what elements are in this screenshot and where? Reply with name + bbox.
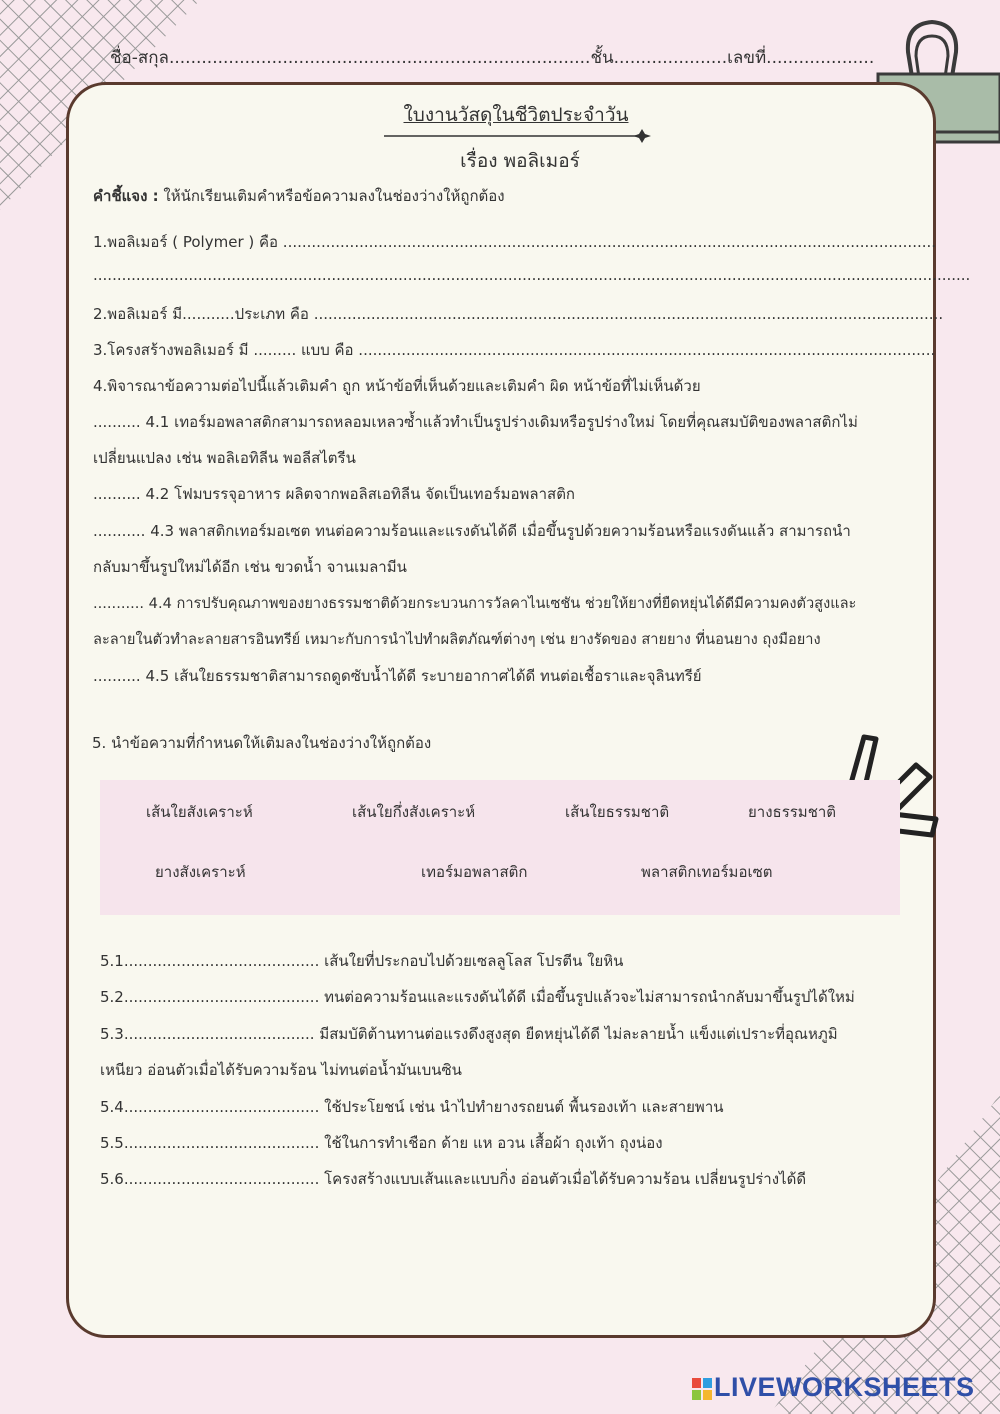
instruction-line — [93, 184, 505, 208]
title-divider — [384, 128, 654, 144]
word-bank-option[interactable]: ยางธรรมชาติ — [748, 803, 837, 821]
fill-5-6[interactable]: 5.6......................................... โครงสร้างแบบเส้นและแบบกิ่ง อ่อนตัวเมื่อได้รับความร้อน เปลี่ยนรูปร่างได้ดี — [100, 1170, 807, 1188]
fill-5-4[interactable]: 5.4......................................... ใช้ประโยชน์ เช่น นำไปทำยางรถยนต์ พื้นรองเท้า และสายพาน — [100, 1098, 724, 1116]
question-4-3[interactable]: ........... 4.3 พลาสติกเทอร์มอเซต ทนต่อความร้อนและแรงดันได้ดี เมื่อขึ้นรูปด้วยความร้อนหรือแรงดันแล้ว สามารถนำ — [93, 522, 851, 540]
question-2[interactable]: 2.พอลิเมอร์ มี...........ประเภท คือ .................................................................................................................................... — [93, 305, 944, 323]
word-bank-option[interactable]: ยางสังเคราะห์ — [155, 863, 246, 881]
fill-5-5[interactable]: 5.5......................................... ใช้ในการทำเชือก ด้าย แห อวน เสื้อผ้า ถุงเท้า ถุงน่อง — [100, 1134, 663, 1152]
question-4-1-cont: เปลี่ยนแปลง เช่น พอลิเอทิลีน พอลีสไตรีน — [93, 449, 356, 467]
word-bank-option[interactable]: เส้นใยกึ่งสังเคราะห์ — [352, 803, 476, 821]
fill-5-1[interactable]: 5.1......................................... เส้นใยที่ประกอบไปด้วยเซลลูโลส โปรตีน ใยหิน — [100, 952, 624, 970]
fill-5-3[interactable]: 5.3........................................ มีสมบัติต้านทานต่อแรงดึงสูงสุด ยืดหยุ่นได้ดี ไม่ละลายน้ำ แข็งแต่เปราะที่อุณหภูมิ — [100, 1025, 838, 1043]
worksheet-title: ใบงานวัสดุในชีวิตประจำวัน — [403, 104, 629, 126]
question-5-heading: 5. นำข้อความที่กำหนดให้เติมลงในช่องว่างให้ถูกต้อง — [92, 734, 432, 752]
word-bank-option[interactable]: เทอร์มอพลาสติก — [421, 863, 528, 881]
question-4-heading: 4.พิจารณาข้อความต่อไปนี้แล้วเติมคำ ถูก หน้าข้อที่เห็นด้วยและเติมคำ ผิด หน้าข้อที่ไม่เห็นด้วย — [93, 377, 701, 395]
question-4-4[interactable]: ........... 4.4 การปรับคุณภาพของยางธรรมชาติด้วยกระบวนการวัลคาไนเซชัน ช่วยให้ยางที่ยืดหยุ่นได้ดีมีความคงตัวสูงและ — [93, 595, 857, 612]
instruction-label: คำชี้แจง : — [93, 187, 159, 205]
question-3[interactable]: 3.โครงสร้างพอลิเมอร์ มี ......... แบบ คือ ......................................................................................................................... — [93, 341, 936, 359]
word-bank-option[interactable]: เส้นใยสังเคราะห์ — [146, 803, 253, 821]
worksheet-subtitle: เรื่อง พอลิเมอร์ — [460, 150, 580, 172]
liveworksheets-logo-icon — [692, 1378, 712, 1400]
instruction-text: ให้นักเรียนเติมคำหรือข้อความลงในช่องว่างให้ถูกต้อง — [158, 187, 505, 205]
question-1-blank[interactable]: ........................................................................................................................................................................................ — [93, 266, 971, 284]
liveworksheets-logo: LIVEWORKSHEETS — [714, 1372, 975, 1402]
question-4-4-cont: ละลายในตัวทำละลายสารอินทรีย์ เหมาะกับการนำไปทำผลิตภัณฑ์ต่างๆ เช่น ยางรัดของ สายยาง ที่นอนยาง ถุงมือยาง — [93, 631, 821, 648]
name-class-number-line: ชื่อ-สกุล..............................................................................ชั้น.....................เลขที่.................... — [110, 48, 875, 68]
fill-5-2[interactable]: 5.2......................................... ทนต่อความร้อนและแรงดันได้ดี เมื่อขึ้นรูปแล้วจะไม่สามารถนำกลับมาขึ้นรูปได้ใหม่ — [100, 988, 855, 1006]
question-4-5[interactable]: .......... 4.5 เส้นใยธรรมชาติสามารถดูดซับน้ำได้ดี ระบายอากาศได้ดี ทนต่อเชื้อราและจุลินทรีย์ — [93, 667, 702, 685]
question-4-2[interactable]: .......... 4.2 โฟมบรรจุอาหาร ผลิตจากพอลิสเอทิลีน จัดเป็นเทอร์มอพลาสติก — [93, 485, 576, 503]
word-bank-option[interactable]: พลาสติกเทอร์มอเซต — [641, 863, 773, 881]
fill-5-3-cont: เหนียว อ่อนตัวเมื่อได้รับความร้อน ไม่ทนต่อน้ำมันเบนซิน — [100, 1061, 462, 1079]
question-4-3-cont: กลับมาขึ้นรูปใหม่ได้อีก เช่น ขวดน้ำ จานเมลามีน — [93, 558, 407, 576]
word-bank-option[interactable]: เส้นใยธรรมชาติ — [565, 803, 670, 821]
question-4-1[interactable]: .......... 4.1 เทอร์มอพลาสติกสามารถหลอมเหลวซ้ำแล้วทำเป็นรูปร่างเดิมหรือรูปร่างใหม่ โดยที่คุณสมบัติของพลาสติกไม่ — [93, 413, 858, 431]
question-1[interactable]: 1.พอลิเมอร์ ( Polymer ) คือ ......................................................................................................................................... — [93, 233, 937, 251]
